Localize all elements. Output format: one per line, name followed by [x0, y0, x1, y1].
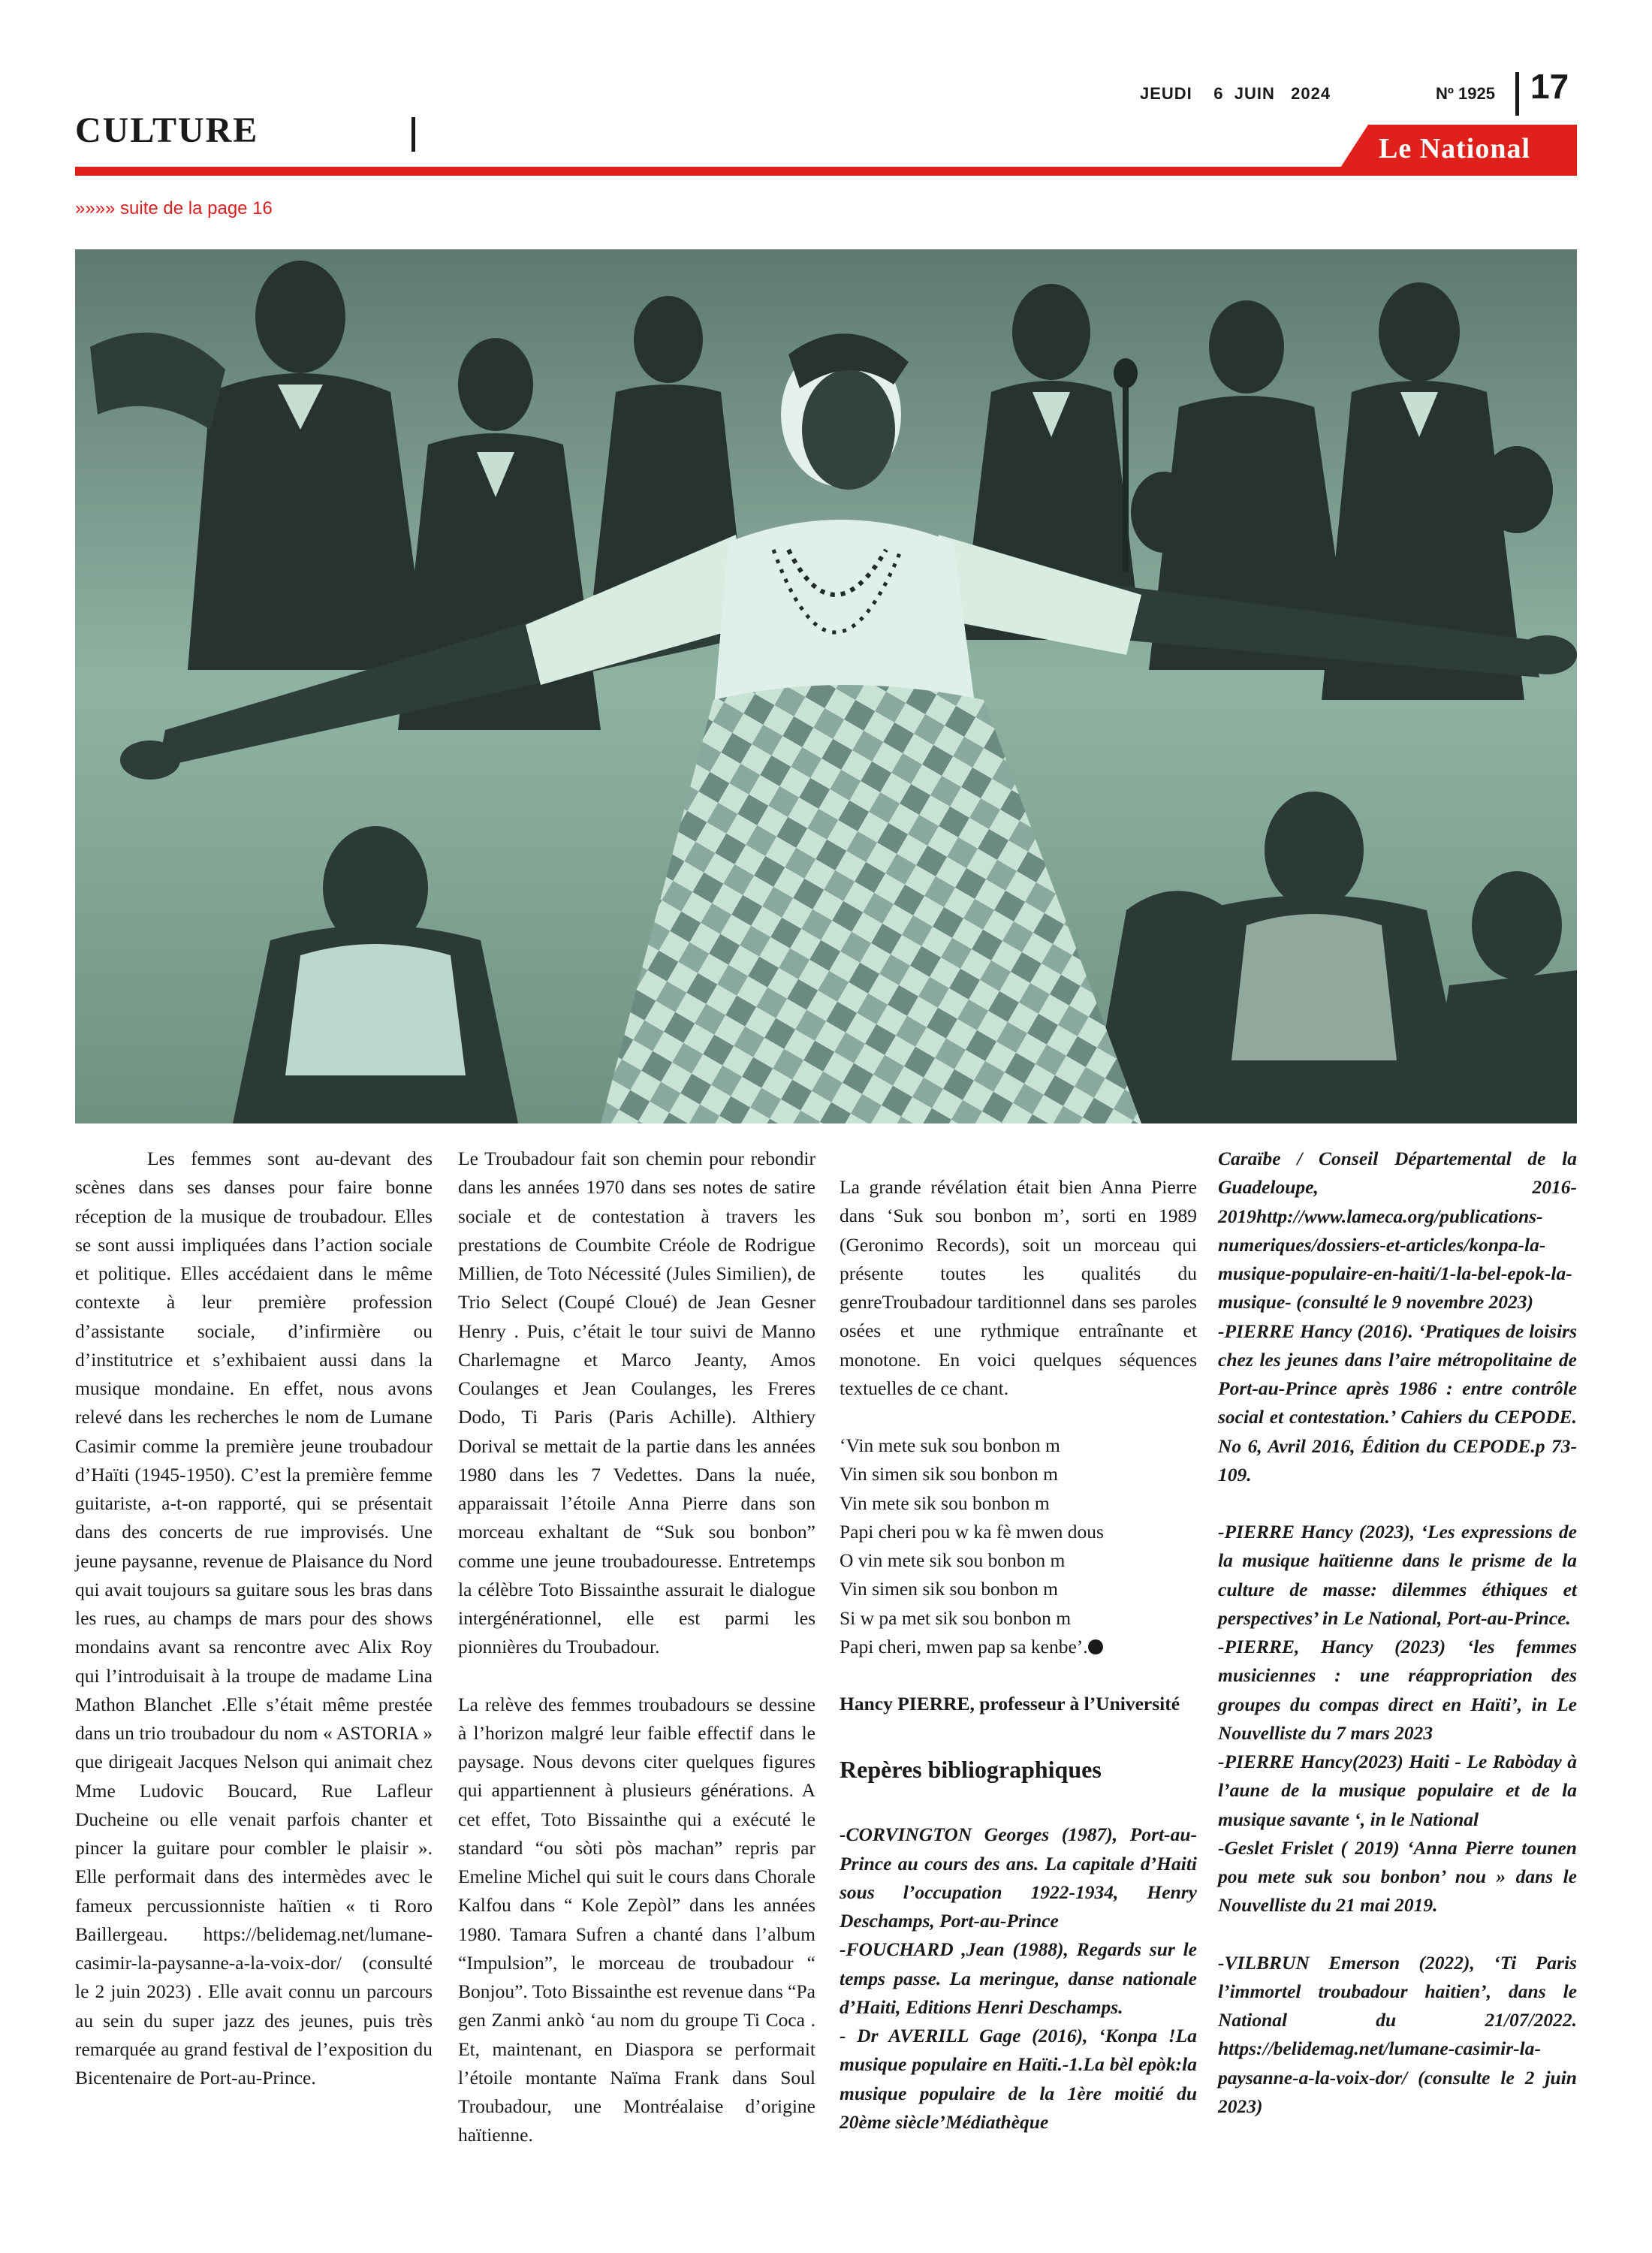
paragraph-gap	[840, 1787, 1197, 1820]
song-lyrics	[840, 1431, 1197, 1661]
issue-number: Nº 1925	[1436, 84, 1495, 103]
bibliography-entry: -FOUCHARD ,Jean (1988), Regards sur le temps passe. La meringue, danse nationale d’Haiti, Editions Henri Deschamps.	[840, 1938, 1197, 2018]
paragraph-gap	[840, 1145, 1197, 1173]
article-column-3	[840, 1145, 1197, 2137]
lyric-line: Vin simen sik sou bonbon m	[840, 1463, 1059, 1485]
paragraph-gap	[840, 1718, 1197, 1751]
bibliography-entry: -Geslet Frislet ( 2019) ‘Anna Pierre tounen pou mete suk sou bonbon’ nou » dans le Nouvelliste du 21 mai 2019.	[1218, 1836, 1577, 1917]
paragraph-gap	[1218, 1489, 1577, 1518]
author-signature: Hancy PIERRE, professeur à l’Université	[840, 1693, 1180, 1715]
issue-date: JEUDI 6 JUIN 2024	[1140, 84, 1331, 103]
paragraph: Le Troubadour fait son chemin pour rebondir dans les années 1970 dans ses notes de satire sociale et de contestation à travers les prestations de Coumbite Créole de Rodrigue Millien, de Toto Nécessité (Jules Similien), de Trio Select (Coupé Cloué) de Jean Gesner Henry . Puis, c’était le tour suivi de Manno Charlemagne et Marco Jeanty, Amos Coulanges et Jean Coulanges, les Freres Dodo, Ti Paris (Paris Achille). Althiery Dorival se mettait de la partie dans les années 1980 dans les 7 Vedettes. Dans la nuée, apparaissait l’étoile Anna Pierre dans son morceau exhaltant de “Suk sou bonbon” comme une jeune troubadouresse. Entretemps la célèbre Toto Bissainthe assurait le dialogue intergénérationnel, elle est parmi les pionnières du Troubadour.	[458, 1148, 815, 1658]
lyric-line: ‘Vin mete suk sou bonbon m	[840, 1434, 1060, 1456]
bibliography-entry: -VILBRUN Emerson (2022), ‘Ti Paris l’immortel troubadour haitien’, dans le National du 21/07/2022. https://belidemag.net/lumane-casimir-la-paysanne-a-la-voix-dor/ (consulte le 2 juin 2023)	[1218, 1951, 1577, 2117]
article-column-2	[458, 1145, 815, 2150]
article-photo	[75, 249, 1577, 1123]
bibliography-entry: - Dr AVERILL Gage (2016), ‘Konpa !La musique populaire en Haïti.-1.La bèl epòk:la musique populaire de la 1ère moitié du 20ème siècle’Médiathèque	[840, 2025, 1197, 2133]
paragraph-gap	[458, 1662, 815, 1691]
bibliography-entry: -PIERRE, Hancy (2023) ‘les femmes musiciennes : une réappropriation des groupes du compas direct en Haïti’, in Le Nouvelliste du 7 mars 2023	[1218, 1636, 1577, 1744]
article-column-1	[75, 1145, 433, 2092]
end-of-article-icon	[1088, 1639, 1103, 1654]
section-divider	[411, 117, 415, 152]
bibliography-entry: -PIERRE Hancy (2016). ‘Pratiques de loisirs chez les jeunes dans l’aire métropolitaine de Port-au-Prince après 1986 : entre contrôle social et contestation.’ Cahiers du CEPODE. No 6, Avril 2016, Édition du CEPODE.p 73-109.	[1218, 1320, 1577, 1485]
section-title: CULTURE	[75, 110, 259, 150]
lyric-line: Vin simen sik sou bonbon m	[840, 1578, 1059, 1600]
historic-photo-woman-dancing-icon	[75, 249, 1577, 1123]
continued-from-note[interactable]: »»»» suite de la page 16	[75, 198, 273, 219]
paragraph: La grande révélation était bien Anna Pierre dans ‘Suk sou bonbon m’, sorti en 1989 (Geronimo Records), soit un morceau qui présente toutes les qualités du genreTroubadour tarditionnel dans ses paroles osées et une rythmique entraînante et monotone. En voici quelques séquences textuelles de ce chant.	[840, 1176, 1197, 1399]
lyric-line: Papi cheri, mwen pap sa kenbe’.	[840, 1635, 1088, 1657]
brand-name: Le National	[1379, 133, 1531, 164]
bibliography-entry: -PIERRE Hancy(2023) Haiti - Le Rabòday à l’aune de la musique populaire et de la musique savante ‘, in le National	[1218, 1751, 1577, 1830]
page-number: 17	[1530, 67, 1569, 106]
lyric-line: O vin mete sik sou bonbon m	[840, 1549, 1066, 1571]
bibliography-entry: Caraïbe / Conseil Départemental de la Guadeloupe, 2016-2019http://www.lameca.org/publications-numeriques/dossiers-et-articles/konpa-la-musique-populaire-en-haiti/1-la-bel-epok-la-musique- (consulté le 9 novembre 2023)	[1218, 1148, 1577, 1313]
paragraph: Les femmes sont au-devant des scènes dans ses danses pour faire bonne réception de la musique de troubadour. Elles se sont aussi impliquées dans l’action sociale et politique. Elles accédaient dans le même contexte à leur première profession d’assistante sociale, d’infirmière ou d’institutrice et s’exhibaient aussi dans la musique mondaine. En effet, nous avons relevé dans les recherches le nom de Lumane Casimir comme la première jeune troubadour d’Haïti (1945-1950). C’est la première femme guitariste, a-t-on rapporté, qui se présentait dans des concerts de rue improvisés. Une jeune paysanne, revenue de Plaisance du Nord qui avait toujours sa guitare sous les bras dans les rues, au champs de mars pour des shows mondains avant sa rencontre avec Alix Roy qui l’introduisait à la troupe de madame Lina Mathon Blanchet .Elle s’était même prestée dans un trio troubadour du nom « ASTORIA » que dirigeait Jacques Nelson qui animait chez Mme Ludovic Boucard, Rue Lafleur Ducheine ou elle venait parfois chanter et pincer la guitare pour combler le plaisir ». Elle performait dans des intermèdes avec le fameux percussionniste haïtien « ti Roro Baillergeau. https://belidemag.net/lumane-casimir-la-paysanne-a-la-voix-dor/ (consulté le 2 juin 2023) . Elle avait connu un parcours au sein du super jazz des jeunes, puis très remarquée au grand festival de l’exposition du Bicentenaire de Port-au-Prince.	[75, 1148, 433, 2089]
bibliography-heading: Repères bibliographiques	[840, 1756, 1102, 1784]
article-column-4	[1218, 1145, 1577, 2121]
lyric-line: Si w pa met sik sou bonbon m	[840, 1606, 1072, 1629]
header-divider	[1515, 72, 1519, 116]
paragraph-gap	[1218, 1920, 1577, 1949]
bibliography-entry: -PIERRE Hancy (2023), ‘Les expressions de la musique haïtienne dans le prisme de la culture de masse: dilemmes éthiques et perspectives’ in Le National, Port-au-Prince.	[1218, 1521, 1577, 1629]
paragraph-gap	[840, 1403, 1197, 1431]
lyric-line: Papi cheri pou w ka fè mwen dous	[840, 1520, 1104, 1543]
bibliography-entry: -CORVINGTON Georges (1987), Port-au-Prince au cours des ans. La capitale d’Haiti sous l’occupation 1922-1934, Henry Deschamps, Port-au-Prince	[840, 1823, 1197, 1932]
paragraph: La relève des femmes troubadours se dessine à l’horizon malgré leur faible effectif dans le paysage. Nous devons citer quelques figures qui appartiennent à plusieurs générations. A cet effet, Toto Bissainthe qui a exécuté le standard “ou sòti pòs machan” repris par Emeline Michel qui suit le cours dans Chorale Kalfou dans “ Kole Zepòl” dans les années 1980. Tamara Sufren a chanté dans l’album “Impulsion”, le morceau de troubadour “ Bonjou”. Toto Bissainthe est revenue dans “Pa gen Zanmi ankò ‘au nom du groupe Ti Coca . Et, maintenant, en Diaspora se performait l’étoile montante Naïma Frank dans Soul Troubadour, une Montréalaise d’origine haïtienne.	[458, 1693, 815, 2146]
paragraph-gap	[840, 1661, 1197, 1690]
lyric-line-last	[840, 1633, 1197, 1661]
lyric-line: Vin mete sik sou bonbon m	[840, 1491, 1050, 1514]
